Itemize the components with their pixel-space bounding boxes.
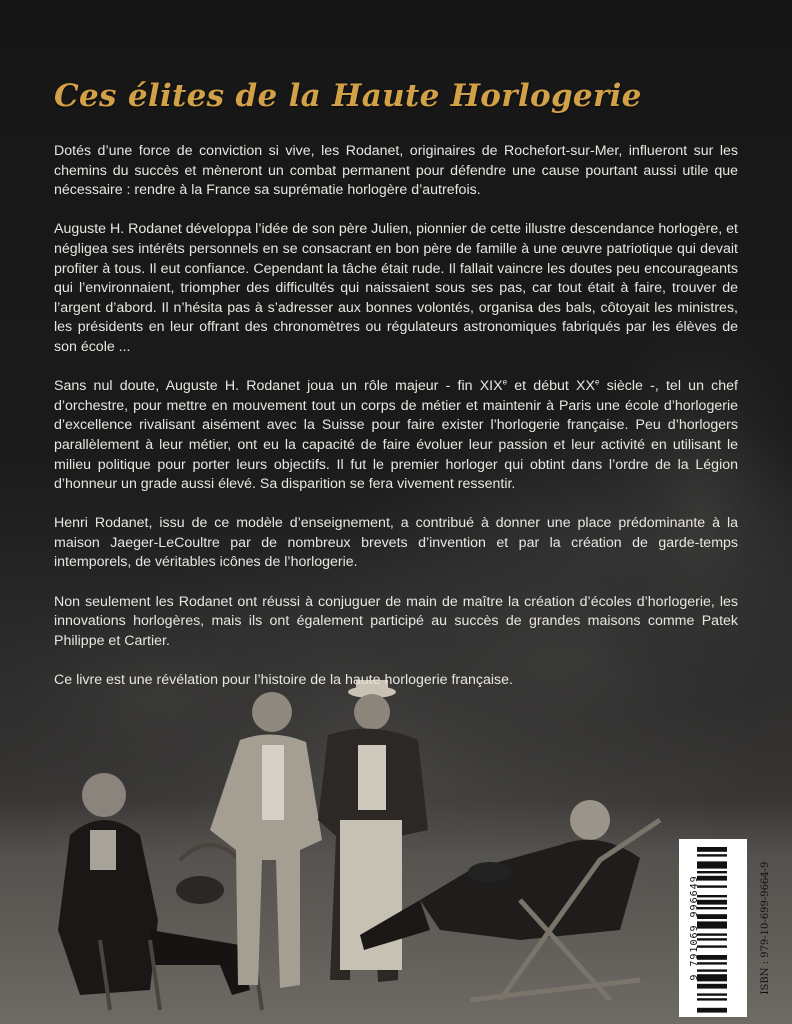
paragraph-2: Auguste H. Rodanet développa l’idée de son père Julien, pionnier de cette illustre descendance horlogère, et négligea ses intérêts personnels en se consacrant en bon père de famille à une œuvre patriotique qui devait profiter à tous. Il eut confiance. Cependant la tâche était rude. Il fallait vaincre les doutes peu encourageants qui l’environnaient, triompher des difficultés qui naissaient sous ses pas, car tout était à faire, trouver de l’argent d’abord. Il n’hésita pas à s’adresser aux bonnes volontés, organisa des bals, côtoyait les ministres, les présidents en leur offrant des chronomètres ou régulateurs astronomiques fabriqués par les élèves de son école ...	[54, 221, 738, 355]
paragraph-5: Non seulement les Rodanet ont réussi à conjuguer de main de maître la création d’écoles d’horlogerie, les innovations horlogères, mais ils ont également participé au succès de grandes maisons comme Patek Philippe et Cartier.	[54, 593, 738, 649]
paragraph-3-part-c: siècle -, tel un chef d’orchestre, pour mettre en mouvement tout un corps de métier et maintenir à Paris une école d’horlogerie d’excellence rivalisant aisément avec la Suisse pour faire exister l’horlogerie française. Peu d’horlogers parallèlement à leur métier, ont eu la capacité de faire évoluer leur passion et leur activité en utilisant le milieu politique pour porter leurs objectifs. Il fut le premier horloger qui obtint dans l’ordre de la Légion d’honneur un grade aussi élevé. Sa disparition se fera vivement ressentir.	[54, 378, 738, 493]
paragraph-1: Dotés d’une force de conviction si vive, les Rodanet, originaires de Rochefort-sur-Mer, influeront sur les chemins du succès et mèneront un combat permanent pour défendre une cause pourtant aussi utile que nécessaire : rendre à la France sa suprématie horlogère d’autrefois.	[54, 143, 738, 199]
paragraph-3-part-a: Sans nul doute, Auguste H. Rodanet joua un rôle majeur - fin XIX	[54, 378, 503, 395]
paragraph-6: Ce livre est une révélation pour l’histoire de la haute horlogerie française.	[54, 672, 513, 689]
page-title: Ces élites de la Haute Horlogerie	[54, 78, 642, 114]
paragraph-3-part-b: et début XX	[507, 378, 595, 395]
superscript-e: e	[502, 377, 508, 387]
summary-text	[54, 142, 738, 710]
paragraph-3	[54, 377, 738, 495]
paragraph-4: Henri Rodanet, issu de ce modèle d’enseignement, a contribué à donner une place prédominante à la maison Jaeger-LeCoultre par de nombreux brevets d’invention et par la création de garde-temps intemporels, de véritables icônes de l’horlogerie.	[54, 515, 738, 571]
ean-number: 9 791069 996649	[689, 875, 700, 981]
isbn-label: ISBN : 979-10-699-9664-9	[760, 861, 771, 995]
superscript-e: e	[594, 377, 600, 387]
